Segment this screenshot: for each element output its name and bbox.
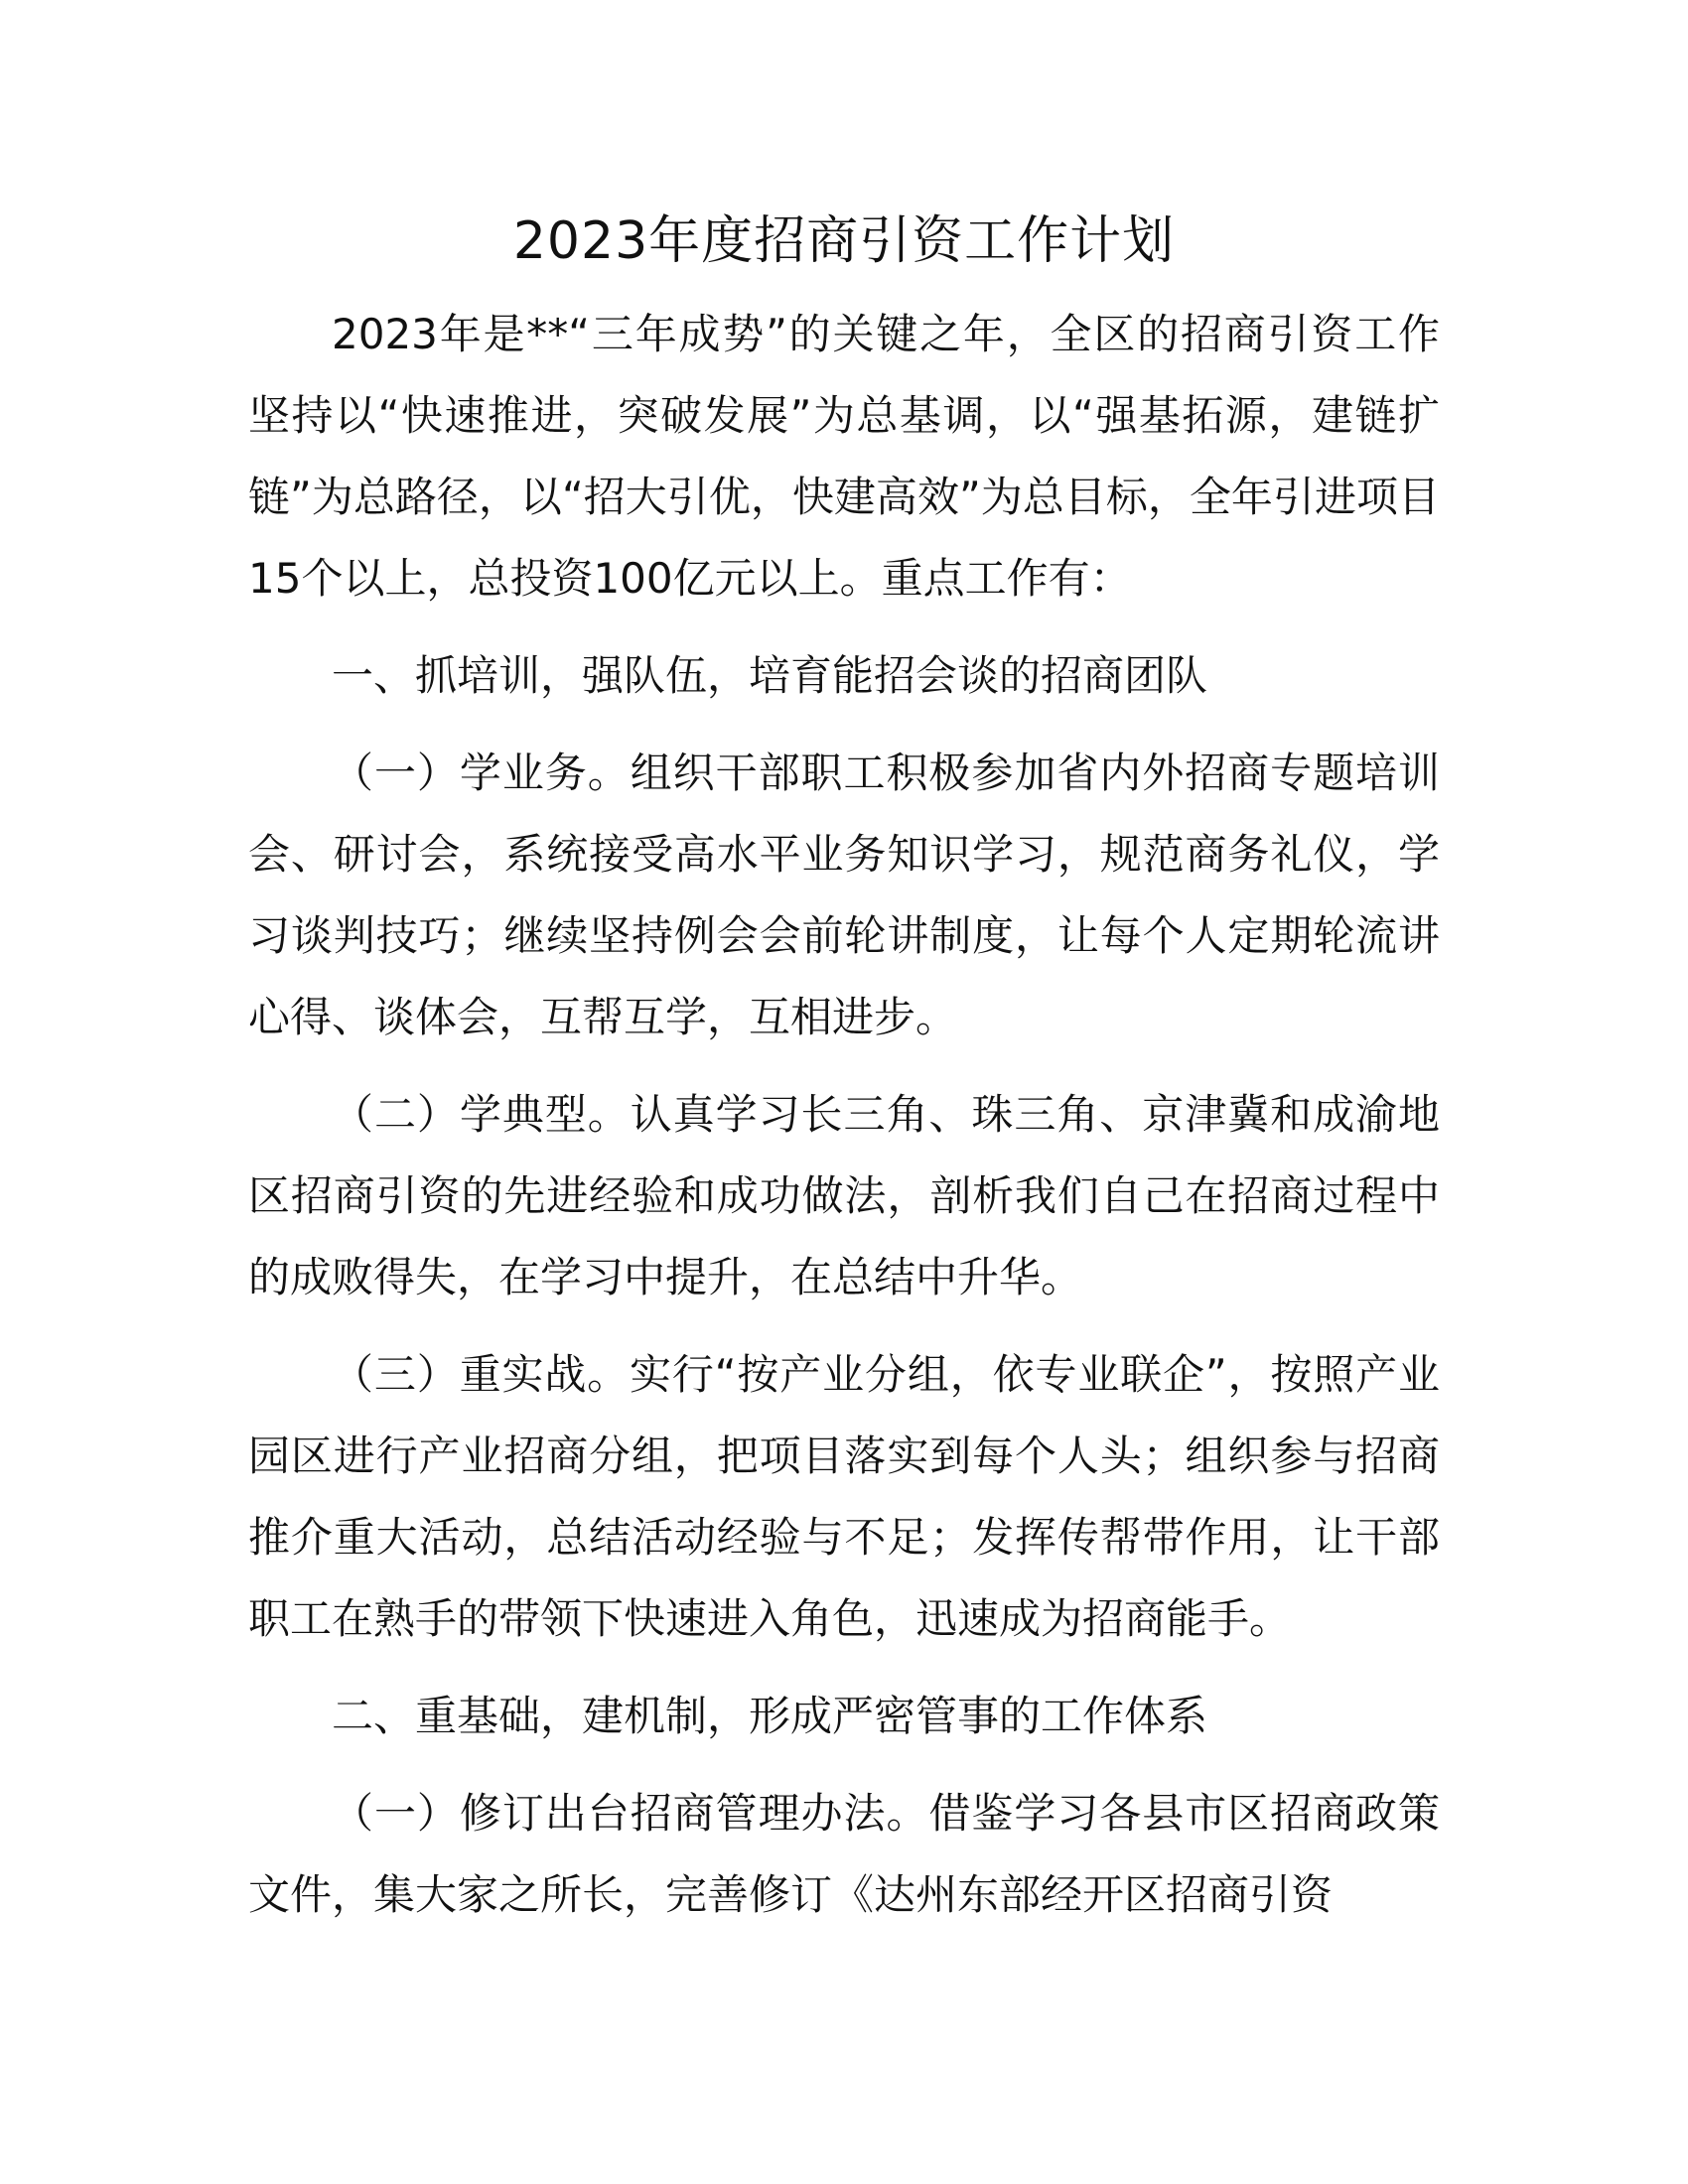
spacer [248,1660,1440,1676]
spacer [248,1318,1440,1334]
section-1-item-1: （一）学业务。组织干部职工积极参加省内外招商专题培训会、研讨会，系统接受高水平业务知识学习，规范商务礼仪，学习谈判技巧；继续坚持例会会前轮讲制度，让每个人定期轮流讲心得、谈体会，互帮互学，互相进步。 [248,749,1440,1041]
document-title: 2023年度招商引资工作计划 [512,211,1176,271]
document-body [248,199,1440,1936]
section-1-item-3: （三）重实战。实行“按产业分组，依专业联企”，按照产业园区进行产业招商分组，把项目落实到每个人头；组织参与招商推介重大活动，总结活动经验与不足；发挥传帮带作用，让干部职工在熟手的带领下快速进入角色，迅速成为招商能手。 [248,1350,1440,1643]
spacer [248,284,1440,294]
spacer [248,1058,1440,1074]
section-2-item-1: （一）修订出台招商管理办法。借鉴学习各县市区招商政策文件，集大家之所长，完善修订《达州东部经开区招商引资 [248,1789,1440,1919]
section-1-heading: 一、抓培训，强队伍，培育能招会谈的招商团队 [332,651,1208,700]
spacer [248,1757,1440,1773]
section-2-heading: 二、重基础，建机制，形成严密管事的工作体系 [332,1692,1208,1740]
section-1-item-2: （二）学典型。认真学习长三角、珠三角、京津冀和成渝地区招商引资的先进经验和成功做法，剖析我们自己在招商过程中的成败得失，在学习中提升，在总结中升华。 [248,1090,1440,1301]
spacer [248,619,1440,635]
intro-paragraph: 2023年是**“三年成势”的关键之年，全区的招商引资工作坚持以“快速推进，突破发展”为总基调，以“强基拓源，建链扩链”为总路径，以“招大引优，快建高效”为总目标，全年引进项目15个以上，总投资100亿元以上。重点工作有： [248,310,1440,603]
spacer [248,717,1440,733]
